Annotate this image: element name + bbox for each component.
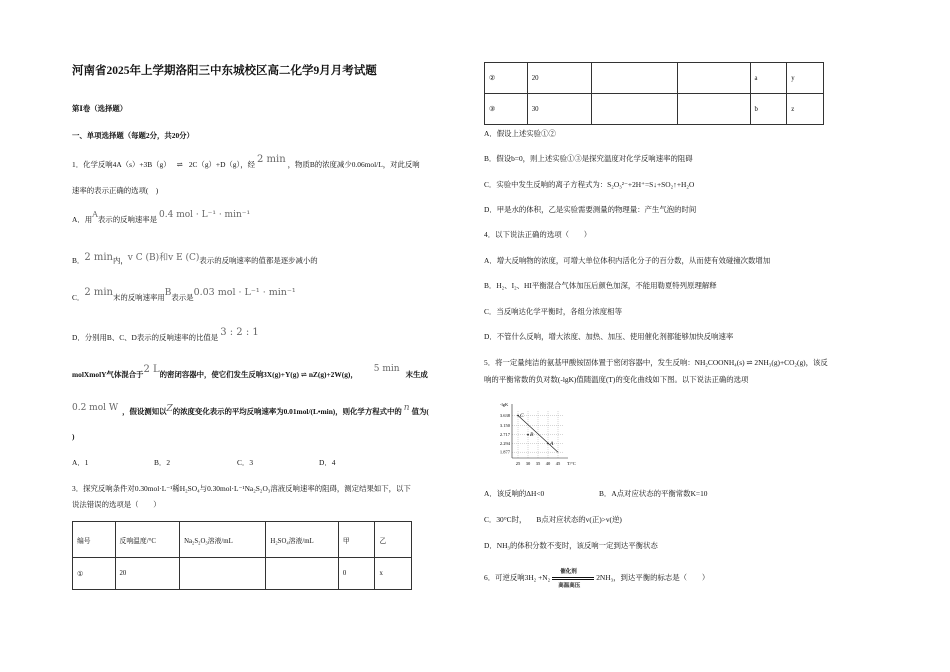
table-cell: 20 bbox=[115, 558, 180, 590]
q6-stem: 6．可逆反响3H₂ +N₂ 催化剂 高温高压 2NH₃，到达平衡的标志是（ ） bbox=[484, 569, 710, 590]
table-header-cell: 乙 bbox=[375, 522, 412, 558]
q2-option-b: B．2 bbox=[154, 458, 171, 467]
table-cell: a bbox=[750, 63, 787, 94]
table-cell: x bbox=[375, 558, 412, 590]
q5-option-d: D．NH₃的体积分数不变时，该反响一定到达平衡状态 bbox=[484, 541, 658, 550]
data-point-B bbox=[527, 434, 529, 436]
table-cell bbox=[678, 63, 750, 94]
q1-option-a: A．用A表示的反响速率是 0.4 mol · L⁻¹ · min⁻¹ bbox=[72, 210, 251, 224]
table-cell: 30 bbox=[527, 94, 591, 125]
part-heading: 一、单项选择题（每题2分，共20分） bbox=[72, 131, 194, 140]
q4-stem: 4．以下说法正确的选项（ ） bbox=[484, 230, 592, 239]
x-tick-label: 40 bbox=[545, 461, 551, 466]
table-cell: 20 bbox=[527, 63, 591, 94]
table-cell bbox=[180, 558, 266, 590]
q1-option-c: C．2 min末的反响速率用B表示是0.03 mol · L⁻¹ · min⁻¹ bbox=[72, 287, 296, 302]
table-row bbox=[73, 558, 412, 590]
y-axis-label: -lgK bbox=[500, 402, 509, 407]
table-cell: 0 bbox=[338, 558, 375, 590]
table-cell: ② bbox=[485, 63, 528, 94]
q1-stem-line2: 速率的表示正确的选项( ) bbox=[72, 186, 159, 195]
q5-option-b: B．A点对应状态的平衡常数K=10 bbox=[599, 489, 708, 498]
table-header-cell: H₂SO₄溶液/mL bbox=[266, 522, 339, 558]
x-tick-label: 45 bbox=[555, 461, 561, 466]
table-row bbox=[485, 94, 824, 125]
q4-option-c: C．当反响达化学平衡时，各组分浓度相等 bbox=[484, 307, 622, 316]
q4-option-b: B．H₂、I₂、HI平衡混合气体加压后颜色加深，不能用勒夏特列原理解释 bbox=[484, 281, 717, 290]
q2-option-a: A．1 bbox=[72, 458, 89, 467]
data-point-A bbox=[547, 443, 549, 445]
x-tick-label: 35 bbox=[535, 461, 541, 466]
section-heading: 第Ⅰ卷（选择题） bbox=[72, 104, 128, 113]
q5-stem-line1: 5．将一定量纯洁的氨基甲酸铵固体置于密闭容器中，发生反响：NH₂COONH₄(s) ⇌ 2NH₃(g)+CO₂(g)，该反 bbox=[484, 358, 828, 367]
table-cell: z bbox=[787, 94, 824, 125]
table-cell: b bbox=[750, 94, 787, 125]
q4-option-d: D．不管什么反响，增大浓度、加热、加压、使用催化剂都能够加快反响速率 bbox=[484, 332, 734, 341]
table-row bbox=[485, 63, 824, 94]
catalyst-arrow: 催化剂 高温高压 bbox=[552, 573, 594, 583]
q3-option-a: A．假设上述实验①② bbox=[484, 129, 556, 138]
q1-stem-line1: 1．化学反响4A（s）+3B（g） ⇌ 2C（g）+D（g），经 2 min ，物质B的浓度减少0.06mol/L，对此反响 bbox=[72, 154, 420, 169]
point-label-B: B bbox=[530, 432, 534, 439]
q2-stem-line1: molXmolY气体混合于2 L的密闭容器中，使它们发生反响3X(g)+Y(g) ⇌ nZ(g)+2W(g)，5 min末生成 bbox=[72, 364, 428, 379]
table-header-cell: 甲 bbox=[338, 522, 375, 558]
q3-stem-line2: 说法错误的选项是（ ） bbox=[72, 500, 161, 509]
point-label-A: A bbox=[550, 441, 554, 448]
q3-option-c: C．实验中发生反响的离子方程式为：S₂O₃²⁻+2H⁺=S↓+SO₂↑+H₂O bbox=[484, 180, 695, 189]
exam-title: 河南省2025年上学期洛阳三中东城校区高二化学9月月考试题 bbox=[72, 65, 377, 77]
point-label-C: C bbox=[520, 412, 524, 419]
q3-stem-line1: 3．探究反响条件对0.30mol·L⁻¹稀H₂SO₄与0.30mol·L⁻¹Na₂S₂O₃溶液反响速率的阻碍，测定结果如下，以下 bbox=[72, 484, 411, 493]
y-tick-label: 3.150 bbox=[499, 423, 510, 429]
table-cell: ① bbox=[73, 558, 116, 590]
q3-option-b: B．假设b=0，则上述实验①③是探究温度对化学反响速率的阻碍 bbox=[484, 154, 693, 163]
q5-stem-line2: 响的平衡常数的负对数(-lgK)值随温度(T)的变化曲线如下图。以下说法正确的选项 bbox=[484, 375, 749, 384]
q1-option-d: D．分别用B、C、D表示的反响速率的比值是 3 : 2 : 1 bbox=[72, 327, 259, 342]
y-tick-label: 1.877 bbox=[499, 449, 510, 455]
q5-option-c: C．30°C时， B点对应状态的v(正)>v(逆) bbox=[484, 515, 622, 524]
q2-option-c: C．3 bbox=[237, 458, 254, 467]
data-point-C bbox=[517, 415, 519, 417]
q3-option-d: D．甲是水的体积，乙是实验需要测量的物理量：产生气泡的时间 bbox=[484, 205, 697, 214]
y-tick-label: 2.294 bbox=[499, 441, 510, 447]
table-cell bbox=[266, 558, 339, 590]
q4-option-a: A．增大反响物的浓度，可增大单位体积内活化分子的百分数，从而使有效碰撞次数增加 bbox=[484, 256, 771, 265]
q3-table-part1 bbox=[72, 521, 412, 590]
x-axis-label: T/°C bbox=[567, 461, 576, 466]
table-header-cell: Na₂S₂O₃溶液/mL bbox=[180, 522, 266, 558]
q1-option-b: B．2 min内，v C (B)和v E (C)表示的反响速率的值都是逐步减小的 bbox=[72, 252, 318, 265]
x-tick-label: 25 bbox=[515, 461, 521, 466]
table-header-row bbox=[73, 522, 412, 558]
table-cell bbox=[678, 94, 750, 125]
table-cell: y bbox=[787, 63, 824, 94]
q3-table-part2 bbox=[484, 62, 824, 125]
table-header-cell: 反响温度/°C bbox=[115, 522, 180, 558]
x-tick-label: 30 bbox=[525, 461, 531, 466]
table-cell bbox=[592, 63, 678, 94]
y-tick-label: 3.638 bbox=[499, 412, 510, 418]
q2-stem-line3: ) bbox=[72, 432, 75, 441]
q2-option-d: D．4 bbox=[319, 458, 336, 467]
table-header-cell: 编号 bbox=[73, 522, 116, 558]
table-cell bbox=[592, 94, 678, 125]
table-cell: ③ bbox=[485, 94, 528, 125]
q2-stem-line2: 0.2 mol W ，假设测知以Z的浓度变化表示的平均反响速率为0.01mol/(L•min)，则化学方程式中的 n 值为( bbox=[72, 403, 429, 416]
y-tick-label: 2.717 bbox=[499, 432, 510, 438]
q5-line-chart bbox=[484, 394, 576, 472]
q5-option-a: A．该反响的ΔH<0 bbox=[484, 489, 545, 498]
